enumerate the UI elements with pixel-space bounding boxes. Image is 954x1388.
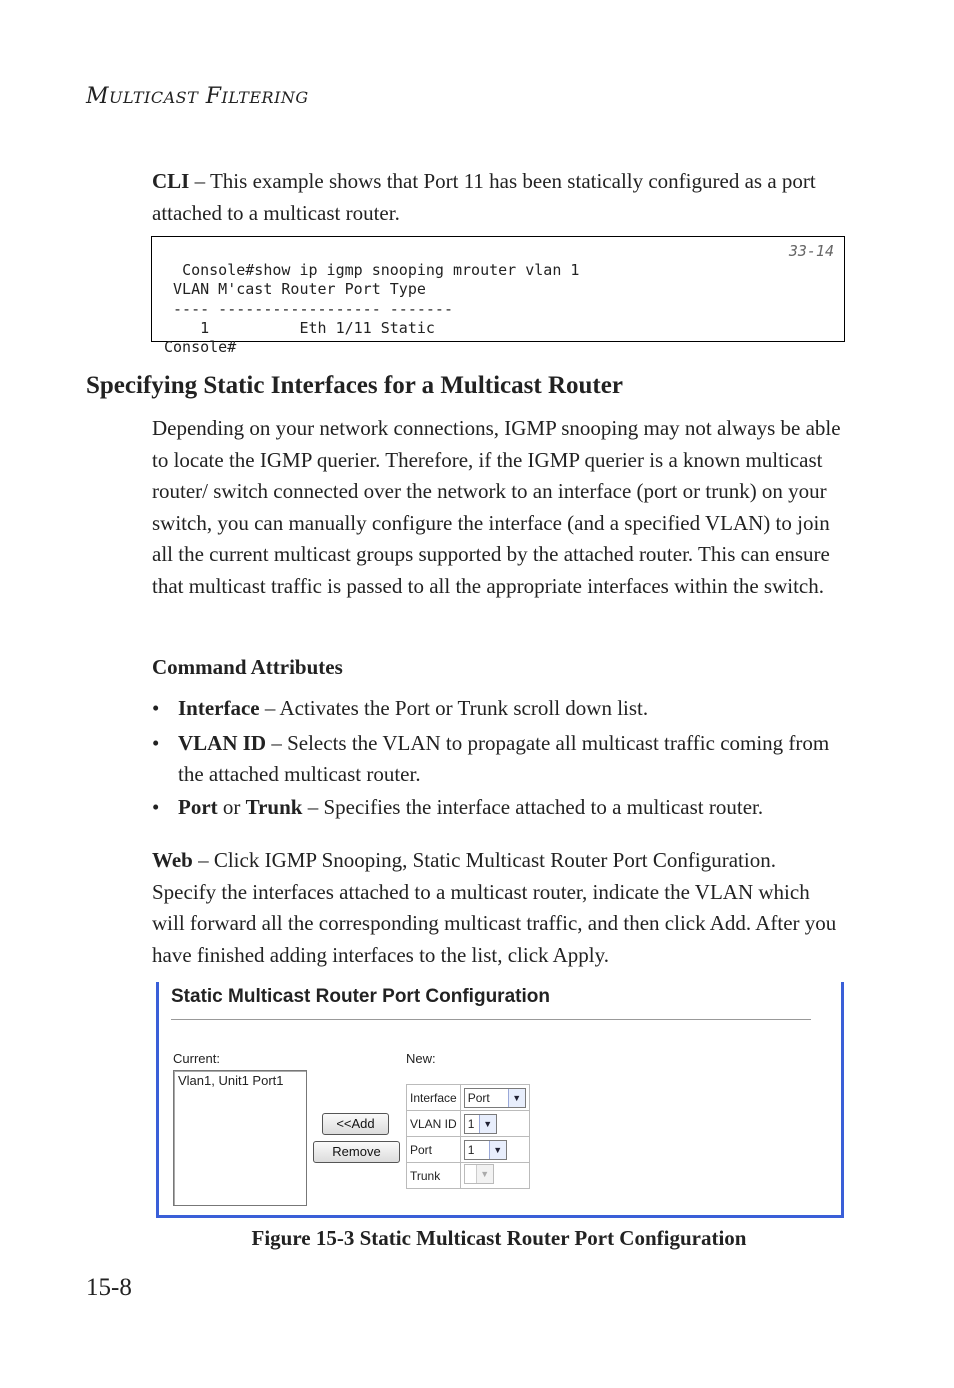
cli-code-block	[151, 236, 845, 357]
port-label: Port	[407, 1137, 461, 1163]
add-button[interactable]: <<Add	[322, 1113, 389, 1135]
figure-screenshot	[156, 982, 844, 1218]
command-attributes-heading: Command Attributes	[152, 655, 343, 679]
section-body: Depending on your network connections, IGMP snooping may not always be able to locate the IGMP querier. Therefore, if the IGMP querier is a known multicast router/ switch connected over the network to an interface (port or trunk) on your switch, you can manually configure the interface (and a specified VLAN) to join all the current multicast groups supported by the attached router. This can ensure that multicast traffic is passed to all the appropriate interfaces within the switch.	[152, 416, 841, 598]
chevron-down-icon: ▼	[476, 1165, 493, 1183]
new-label: New:	[406, 1051, 436, 1066]
attribute-vlan-id: • VLAN ID – Selects the VLAN to propagate all multicast traffic coming from the attached multicast router.	[152, 731, 830, 786]
cli-paragraph: CLI – This example shows that Port 11 has been statically configured as a port attached to a multicast router.	[152, 169, 816, 225]
attribute-interface: • Interface – Activates the Port or Trunk scroll down list.	[152, 696, 649, 720]
attribute-port-trunk: • Port or Trunk – Specifies the interface attached to a multicast router.	[152, 795, 764, 819]
chevron-down-icon: ▼	[479, 1115, 496, 1133]
trunk-label: Trunk	[407, 1163, 461, 1189]
port-select[interactable]: 1 ▼	[464, 1140, 507, 1160]
chevron-down-icon: ▼	[508, 1089, 525, 1107]
vlan-id-select[interactable]: 1 ▼	[464, 1114, 497, 1134]
web-label: Web	[152, 848, 193, 872]
figure-divider	[171, 1019, 811, 1020]
code-reference: 33-14	[788, 242, 834, 260]
interface-label: Interface	[407, 1085, 461, 1111]
page-number: 15-8	[86, 1274, 132, 1301]
current-list[interactable]	[173, 1070, 307, 1206]
trunk-select[interactable]	[464, 1164, 494, 1184]
figure-title: Static Multicast Router Port Configuration	[171, 986, 550, 1007]
cli-code: Console#show ip igmp snooping mrouter vlan 1 VLAN M'cast Router Port Type ---- ------------------ ------- 1 Eth 1/11 Static Console#	[164, 261, 580, 357]
current-label: Current:	[173, 1051, 220, 1066]
figure-caption: Figure 15-3 Static Multicast Router Port Configuration	[251, 1226, 747, 1250]
web-paragraph: Web – Click IGMP Snooping, Static Multicast Router Port Configuration. Specify the interfaces attached to a multicast router, indicate the VLAN which will forward all the corresponding multicast traffic, and then click Add. After you have finished adding interfaces to the list, click Apply.	[152, 848, 837, 967]
new-interface-form	[406, 1084, 530, 1189]
list-item[interactable]: Vlan1, Unit1 Port1	[178, 1073, 284, 1088]
interface-select[interactable]: Port ▼	[464, 1088, 526, 1108]
vlan-id-label: VLAN ID	[407, 1111, 461, 1137]
chevron-down-icon: ▼	[489, 1141, 506, 1159]
section-heading: Specifying Static Interfaces for a Multicast Router	[86, 372, 623, 399]
remove-button[interactable]: Remove	[313, 1141, 400, 1163]
running-header: MULTICAST FILTERING	[86, 84, 309, 109]
cli-label: CLI	[152, 169, 190, 193]
